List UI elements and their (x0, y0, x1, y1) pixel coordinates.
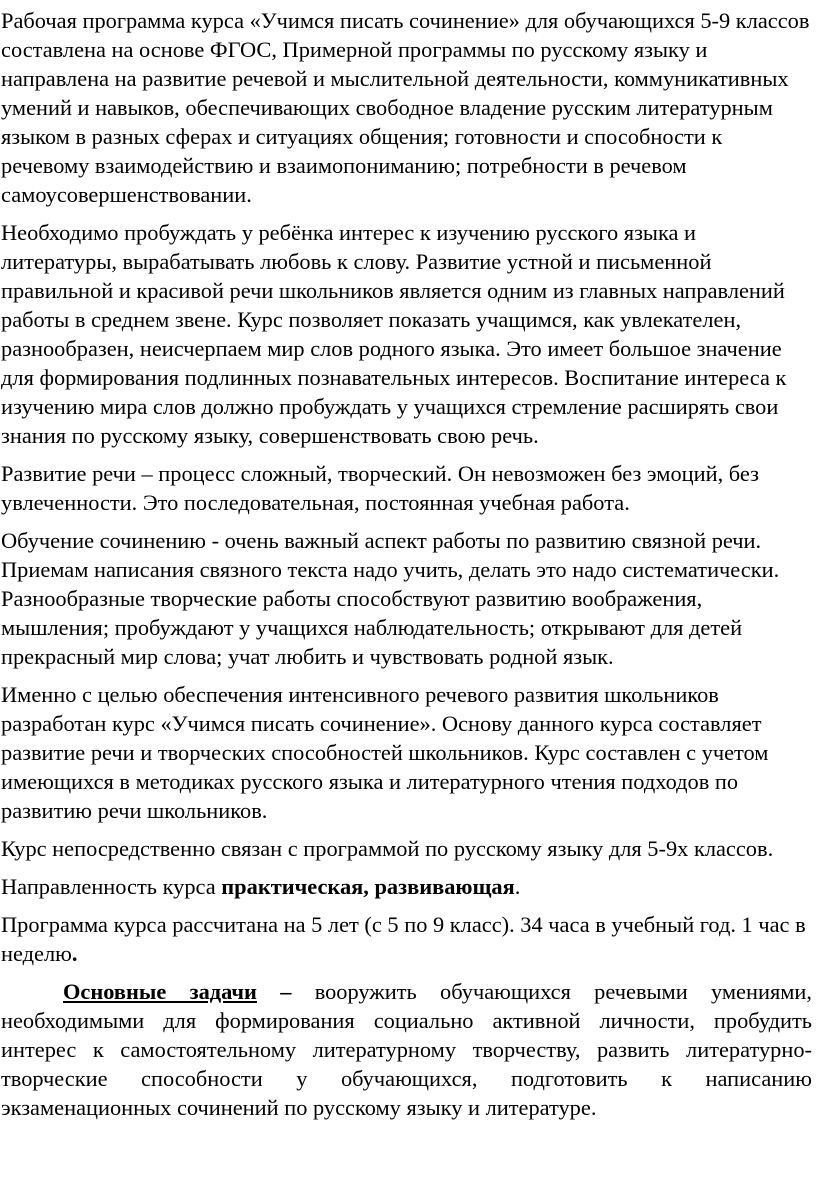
paragraph-course-duration (1, 910, 812, 968)
direction-prefix: Направленность курса (1, 874, 222, 899)
main-tasks-dash: – (256, 979, 292, 1004)
paragraph-course-connection: Курс непосредственно связан с программой по русскому языку для 5-9х классов. (1, 836, 774, 861)
direction-value: практическая, развивающая (221, 874, 515, 899)
duration-text: Программа курса рассчитана на 5 лет (с 5 по 9 класс). 34 часа в учебный год. 1 час в неделю (1, 912, 806, 966)
main-tasks-text: вооружить обучающихся речевыми умениями, необходимыми для формирования социально активной личности, пробудить интерес к самостоятельному литературному творчеству, развить литературно-творческие способности у обучающихся, подготовить к написанию экзаменационных сочинений по русскому языку и литературе. (1, 979, 813, 1120)
duration-end-period: . (71, 941, 78, 966)
direction-suffix: . (514, 874, 521, 899)
paragraph-course-purpose: Именно с целью обеспечения интенсивного речевого развития школьников разработан курс «Учимся писать сочинение». Основу данного курса составляет развитие речи и творческих способностей школьников. Курс составлен с учетом имеющихся в методиках русского языка и литературного чтения подходов по развитию речи школьников. (1, 682, 769, 823)
paragraph-interest: Необходимо пробуждать у ребёнка интерес к изучению русского языка и литературы, вырабатывать любовь к слову. Развитие устной и письменной правильной и красивой речи школьников является одним из главных направлений работы в среднем звене. Курс позволяет показать учащимся, как увлекателен, разнообразен, неисчерпаем мир слов родного языка. Это имеет большое значение для формирования подлинных познавательных интересов. Воспитание интереса к изучению мира слов должно пробуждать у учащихся стремление расширять свои знания по русскому языку, совершенствовать свою речь. (1, 220, 787, 448)
main-tasks-heading: Основные задачи (63, 979, 257, 1004)
paragraph-course-direction (1, 872, 812, 901)
paragraph-main-tasks (1, 977, 812, 1122)
paragraph-essay-teaching: Обучение сочинению - очень важный аспект работы по развитию связной речи. Приемам написания связного текста надо учить, делать это надо систематически. Разнообразные творческие работы способствуют развитию воображения, мышления; пробуждают у учащихся наблюдательность; открывают для детей прекрасный мир слова; учат любить и чувствовать родной язык. (1, 528, 780, 669)
paragraph-speech-development: Развитие речи – процесс сложный, творческий. Он невозможен без эмоций, без увлеченности. Это последовательная, постоянная учебная работа. (1, 461, 759, 515)
paragraph-course-program: Рабочая программа курса «Учимся писать сочинение» для обучающихся 5-9 классов составлена на основе ФГОС, Примерной программы по русскому языку и направлена на развитие речевой и мыслительной деятельности, коммуникативных умений и навыков, обеспечивающих свободное владение русским литературным языком в разных сферах и ситуациях общения; готовности и способности к речевому взаимодействию и взаимопониманию; потребности в речевом самоусовершенствовании. (1, 8, 810, 207)
